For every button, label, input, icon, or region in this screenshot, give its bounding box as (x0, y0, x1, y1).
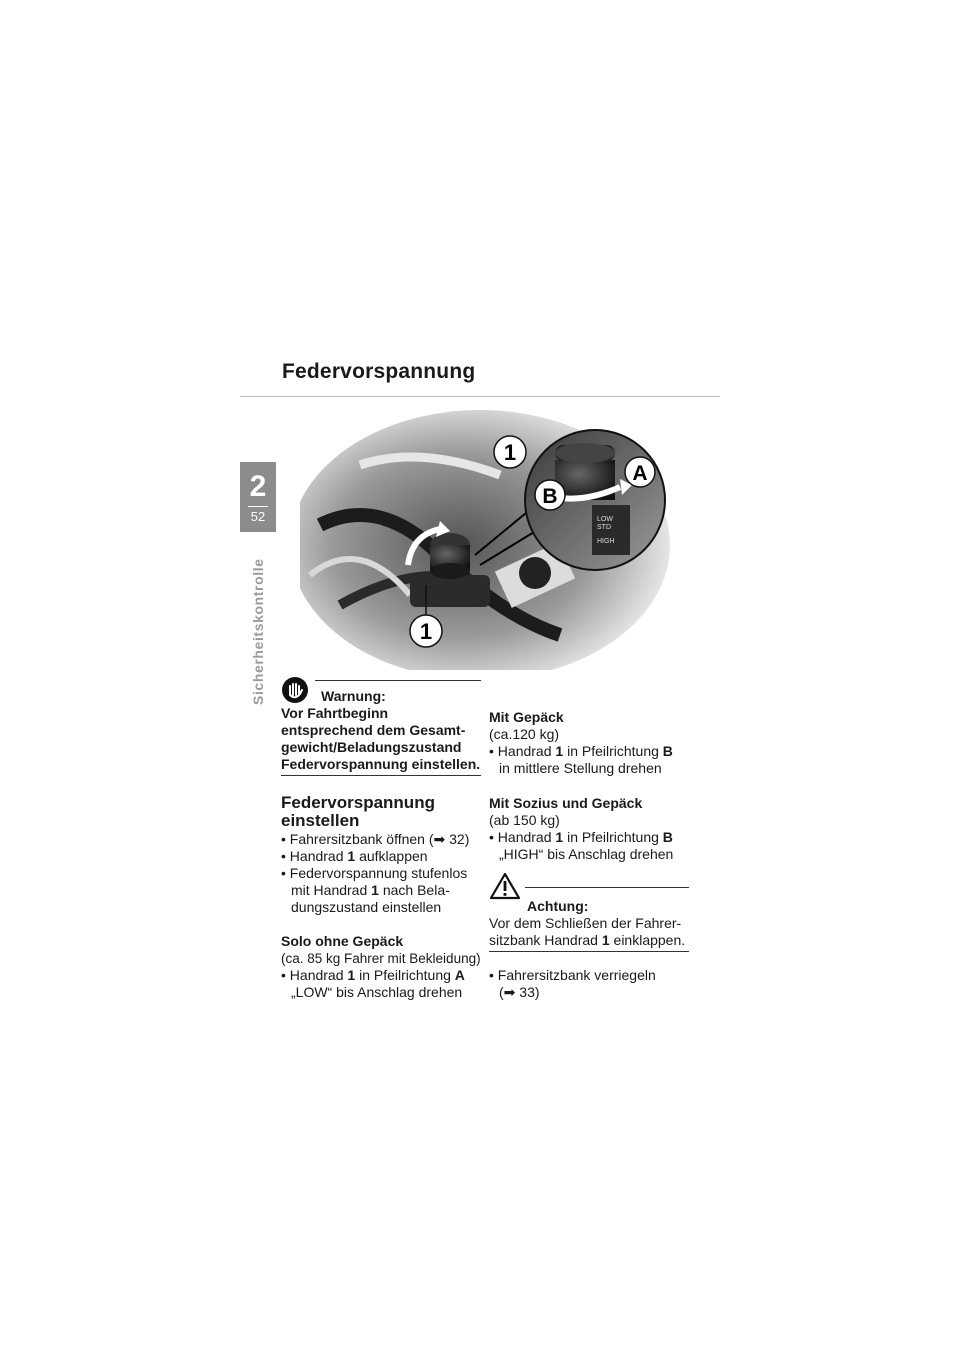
list-item: • Fahrersitzbank öffnen (➡ 32) (281, 831, 470, 847)
callout-b: B (542, 485, 558, 508)
warning-line-3: gewicht/Beladungszustand (281, 739, 462, 755)
warning-line-1: Vor Fahrtbeginn (281, 705, 389, 721)
lock-section: • Fahrersitzbank verriegeln (➡ 33) (489, 967, 689, 1001)
page-ref-arrow-icon: ➡ (433, 831, 446, 847)
page-number: 52 (250, 509, 266, 524)
pillion-section: Mit Sozius und Gepäck (ab 150 kg) • Handrad 1 in Pfeilrichtung B „HIGH“ bis Anschlag drehen (489, 795, 689, 863)
list-item: • Federvorspannung stufenlos (281, 865, 468, 881)
stop-hand-icon (281, 676, 309, 704)
callout-a: A (632, 462, 648, 485)
list-item: • Handrad 1 aufklappen (281, 848, 428, 864)
section-label (232, 540, 284, 710)
luggage-note: (ca.120 kg) (489, 726, 560, 742)
caution-line-1: Vor dem Schließen der Fahrer- (489, 915, 682, 931)
warning-heading: Warnung: (321, 688, 386, 704)
warning-box (281, 678, 481, 776)
list-item: • Handrad 1 in Pfeilrichtung B (489, 829, 673, 845)
luggage-section: Mit Gepäck (ca.120 kg) • Handrad 1 in Pfeilrichtung B in mittlere Stellung drehen (489, 709, 689, 777)
caution-triangle-icon (489, 872, 521, 900)
adjust-section: Federvorspannung einstellen • Fahrersitzbank öffnen (➡ 32) • Handrad 1 aufklappen • Federvorspannung stufenlos mit Handrad 1 nach Bela- dungszustand einstellen (281, 794, 486, 916)
caution-heading: Achtung: (527, 898, 589, 914)
chapter-divider (248, 506, 268, 507)
adjust-heading-2: einstellen (281, 811, 360, 830)
pillion-note: (ab 150 kg) (489, 812, 560, 828)
list-item: • Handrad 1 in Pfeilrichtung A (281, 967, 465, 983)
list-item: • Fahrersitzbank verriegeln (489, 967, 656, 983)
chapter-tab (240, 462, 276, 532)
luggage-heading: Mit Gepäck (489, 709, 564, 725)
section-label-text: Sicherheitskontrolle (250, 558, 266, 705)
spring-preload-photo (300, 405, 680, 670)
warning-line-2: entsprechend dem Gesamt- (281, 722, 466, 738)
chapter-number: 2 (249, 470, 267, 503)
adjust-heading-1: Federvorspannung (281, 793, 435, 812)
warning-line-4: Federvorspannung einstellen. (281, 756, 481, 776)
title-divider (240, 396, 720, 397)
caution-box (489, 872, 689, 952)
caution-line-2: sitzbank Handrad 1 einklappen. (489, 932, 689, 952)
list-item: • Handrad 1 in Pfeilrichtung B (489, 743, 673, 759)
solo-heading: Solo ohne Gepäck (281, 933, 404, 949)
solo-section: Solo ohne Gepäck (ca. 85 kg Fahrer mit Bekleidung) • Handrad 1 in Pfeilrichtung A „LOW“ bis Anschlag drehen (281, 933, 491, 1001)
pillion-heading: Mit Sozius und Gepäck (489, 795, 643, 811)
dial-high: HIGH (597, 538, 615, 545)
callout-1-top: 1 (503, 440, 517, 465)
dial-low: LOW (597, 516, 613, 523)
solo-note: (ca. 85 kg Fahrer mit Bekleidung) (281, 951, 481, 966)
page-ref-arrow-icon: ➡ (503, 984, 516, 1000)
dial-std: STD (597, 524, 611, 531)
page-title: Federvorspannung (282, 360, 476, 383)
callout-1-bottom: 1 (419, 619, 433, 644)
